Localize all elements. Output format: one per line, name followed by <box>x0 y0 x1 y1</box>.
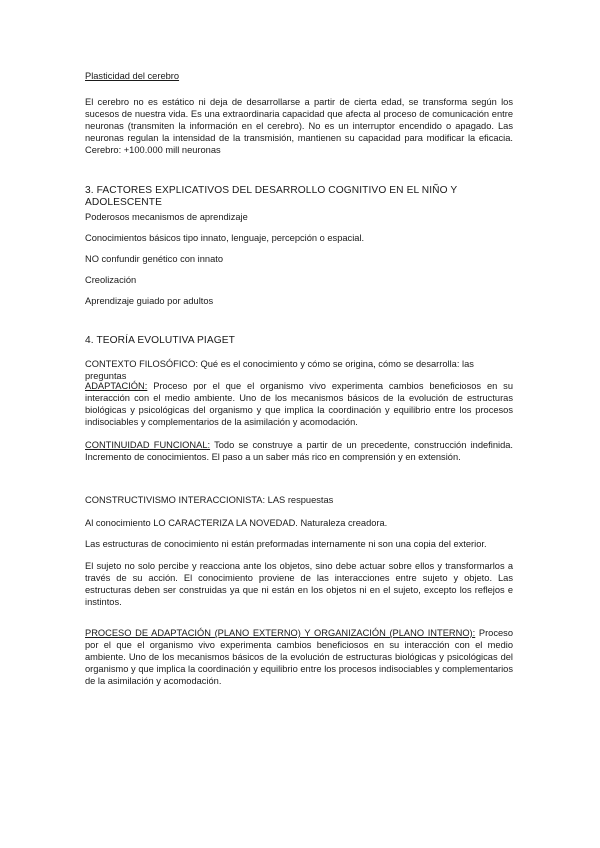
factor-item: Conocimientos básicos tipo innato, lenguaje, percepción o espacial. <box>85 233 365 243</box>
factor-item: Aprendizaje guiado por adultos <box>85 296 214 306</box>
plasticidad-title: Plasticidad del cerebro <box>85 71 180 81</box>
plasticidad-paragraph: El cerebro no es estático ni deja de desarrollarse a partir de cierta edad, se transforma según los sucesos de nuestra vida. Es una extraordinaria capacidad que afecta al proceso de comunicación entre neuronas (transmiten la información en el cerebro). No es un interruptor encendido o apagado. Las neuronas regulan la intensidad de la transmisión, mantienen su capacidad para modificar la eficacia. Cerebro: +100.000 mill neuronas <box>85 97 513 155</box>
contexto-filosofico: CONTEXTO FILOSÓFICO: Qué es el conocimiento y cómo se origina, cómo se desarrolla: las preguntas <box>85 359 474 381</box>
adaptacion-paragraph <box>85 380 513 428</box>
section-3-heading: 3. FACTORES EXPLICATIVOS DEL DESARROLLO COGNITIVO EN EL NIÑO Y ADOLESCENTE <box>85 185 458 208</box>
section-4-heading: 4. TEORÍA EVOLUTIVA PIAGET <box>85 335 235 346</box>
adaptacion-label: ADAPTACIÓN: <box>85 381 148 391</box>
estructuras-line: Las estructuras de conocimiento ni están preformadas internamente ni son una copia del exterior. <box>85 539 487 549</box>
novedad-line: Al conocimiento LO CARACTERIZA LA NOVEDAD. Naturaleza creadora. <box>85 518 388 528</box>
factor-item: NO confundir genético con innato <box>85 254 223 264</box>
proceso-text: Proceso por el que el organismo vivo experimenta cambios beneficiosos en su interacción con el medio ambiente. Uno de los mecanismos básicos de la evolución de estructuras biológicas y psicológicas del organismo y que implica la coordinación y equilibrio entre los procesos indisociables y complementarios de la asimilación y acomodación. <box>85 628 513 686</box>
continuidad-label: CONTINUIDAD FUNCIONAL: <box>85 440 211 450</box>
factor-item: Poderosos mecanismos de aprendizaje <box>85 212 248 222</box>
factor-item: Creolización <box>85 275 137 285</box>
constructivismo-heading: CONSTRUCTIVISMO INTERACCIONISTA: LAS respuestas <box>85 495 334 505</box>
proceso-paragraph <box>85 627 513 687</box>
proceso-label: PROCESO DE ADAPTACIÓN (PLANO EXTERNO) Y ORGANIZACIÓN (PLANO INTERNO): <box>85 628 476 638</box>
continuidad-text: Todo se construye a partir de un precedente, construcción indefinida. Incremento de conocimientos. El paso a un saber más rico en comprensión y en extensión. <box>85 440 513 462</box>
continuidad-paragraph <box>85 439 513 463</box>
adaptacion-text: Proceso por el que el organismo vivo experimenta cambios beneficiosos en su interacción con el medio ambiente. Uno de los mecanismos básicos de la evolución de estructuras biológicas y psicológicas del organismo y que implica la coordinación y equilibrio entre los procesos indisociables y complementarios de la asimilación y acomodación. <box>85 381 513 427</box>
sujeto-paragraph: El sujeto no solo percibe y reacciona ante los objetos, sino debe actuar sobre ellos y transformarlos a través de su acción. El conocimiento proviene de las interacciones entre sujeto y objeto. Las estructuras deben ser construidas ya que ni están en los objetos ni en el sujeto, excepto los reflejos e instintos. <box>85 561 513 607</box>
